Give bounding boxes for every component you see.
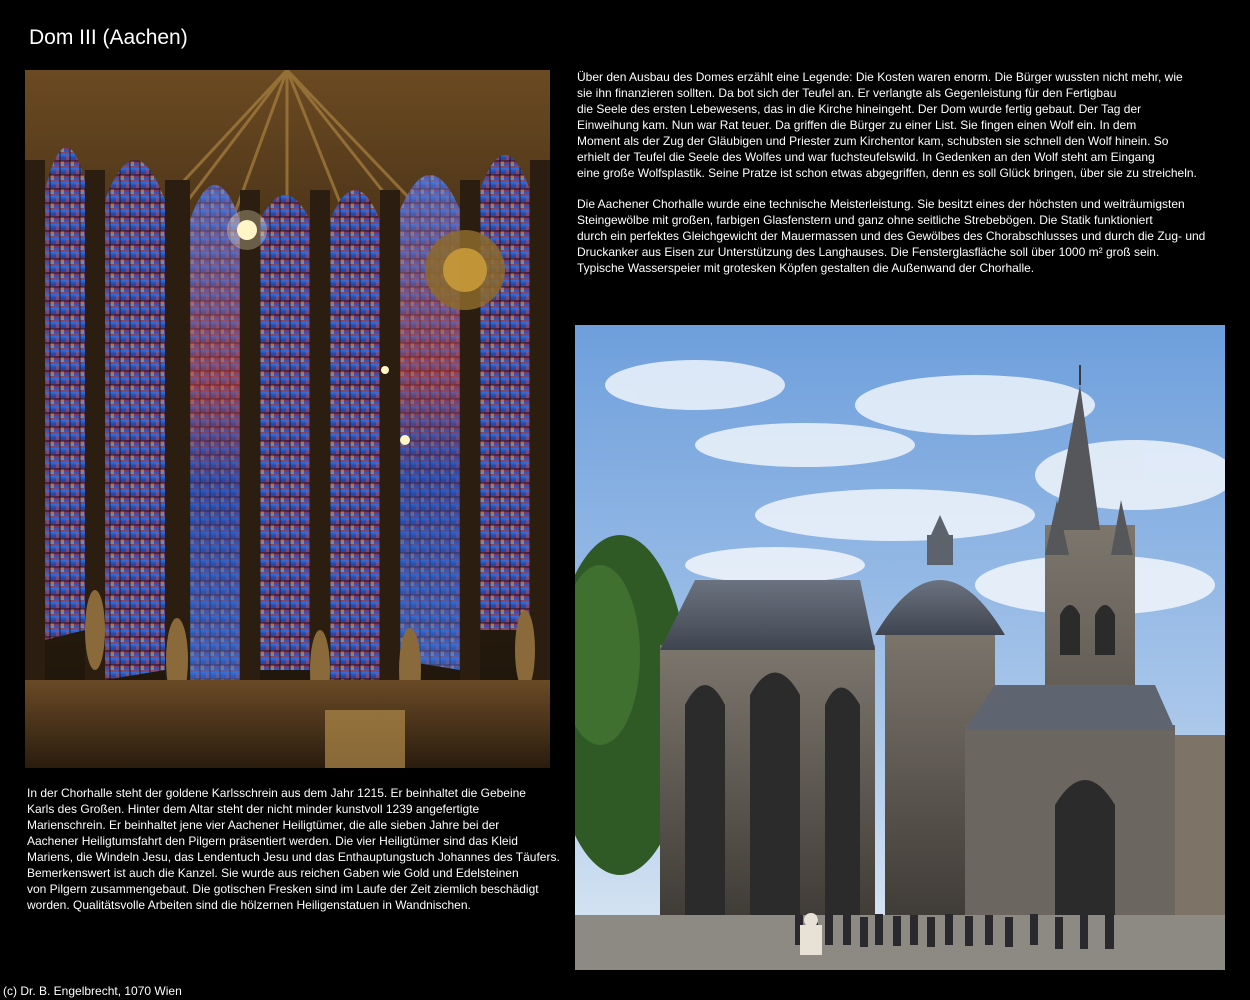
schrein-line: Karls des Großen. Hinter dem Altar steht der nicht minder kunstvoll 1239 angefertigte	[27, 802, 480, 816]
cathedral-exterior-photo	[575, 325, 1225, 970]
schrein-line: worden. Qualitätsvolle Arbeiten sind die hölzernen Heiligenstatuen in Wandnischen.	[27, 898, 471, 912]
legend-line: eine große Wolfsplastik. Seine Pratze ist schon etwas abgegriffen, denn es soll Glück bringen, über sie zu streicheln.	[577, 166, 1197, 180]
legend-line: Einweihung kam. Nun war Rat teuer. Da griffen die Bürger zu einer List. Sie fingen einen Wolf ein. In dem	[577, 118, 1137, 132]
legend-line: sie ihn finanzieren sollten. Da bot sich der Teufel an. Er verlangte als Gegenleistung für den Fertigbau	[577, 86, 1117, 100]
legend-text-block	[577, 69, 1197, 181]
chorhalle-text-block	[577, 196, 1205, 276]
legend-line: erhielt der Teufel die Seele des Wolfes und war fuchsteufelswild. In Gedenken an den Wolf steht am Eingang	[577, 150, 1155, 164]
schrein-line: Aachener Heiligtumsfahrt den Pilgern präsentiert werden. Die vier Heiligtümer sind das Kleid	[27, 834, 518, 848]
legend-line: Über den Ausbau des Domes erzählt eine Legende: Die Kosten waren enorm. Die Bürger wussten nicht mehr, wie	[577, 70, 1183, 84]
schrein-text-block	[27, 785, 560, 913]
chorhalle-line: Steingewölbe mit großen, farbigen Glasfenstern und ganz ohne seitliche Strebebögen. Die Statik funktioniert	[577, 213, 1153, 227]
schrein-line: von Pilgern zusammengebaut. Die gotischen Fresken sind im Laufe der Zeit ziemlich beschädigt	[27, 882, 539, 896]
chorhalle-line: Druckanker aus Eisen zur Unterstützung des Langhauses. Die Fensterglasfläche soll über 1000 m² groß sein.	[577, 245, 1160, 259]
chorhalle-line: durch ein perfektes Gleichgewicht der Mauermassen und des Gewölbes des Chorabschlusses und durch die Zug- und	[577, 229, 1206, 243]
legend-line: die Seele des ersten Lebewesens, das in die Kirche hineingeht. Der Dom wurde fertig gebaut. Der Tag der	[577, 102, 1142, 116]
interior-stained-glass-photo	[25, 70, 550, 768]
legend-line: Moment als der Zug der Gläubigen und Priester zum Kirchentor kam, schubsten sie schnell den Wolf hinein. So	[577, 134, 1169, 148]
schrein-line: Bemerkenswert ist auch die Kanzel. Sie wurde aus reichen Gaben wie Gold und Edelsteinen	[27, 866, 519, 880]
schrein-line: In der Chorhalle steht der goldene Karlsschrein aus dem Jahr 1215. Er beinhaltet die Gebeine	[27, 786, 526, 800]
copyright-notice: (c) Dr. B. Engelbrecht, 1070 Wien	[3, 984, 182, 998]
exterior-photo-drawing	[575, 325, 1225, 970]
schrein-line: Mariens, die Windeln Jesu, das Lendentuch Jesu und das Enthauptungstuch Johannes des Täufers.	[27, 850, 560, 864]
chorhalle-line: Die Aachener Chorhalle wurde eine technische Meisterleistung. Sie besitzt eines der höchsten und weiträumigsten	[577, 197, 1185, 211]
interior-photo-drawing	[25, 70, 550, 768]
chorhalle-line: Typische Wasserspeier mit grotesken Köpfen gestalten die Außenwand der Chorhalle.	[577, 261, 1035, 275]
page-title: Dom III (Aachen)	[29, 26, 188, 49]
schrein-line: Marienschrein. Er beinhaltet jene vier Aachener Heiligtümer, die alle sieben Jahre bei der	[27, 818, 500, 832]
